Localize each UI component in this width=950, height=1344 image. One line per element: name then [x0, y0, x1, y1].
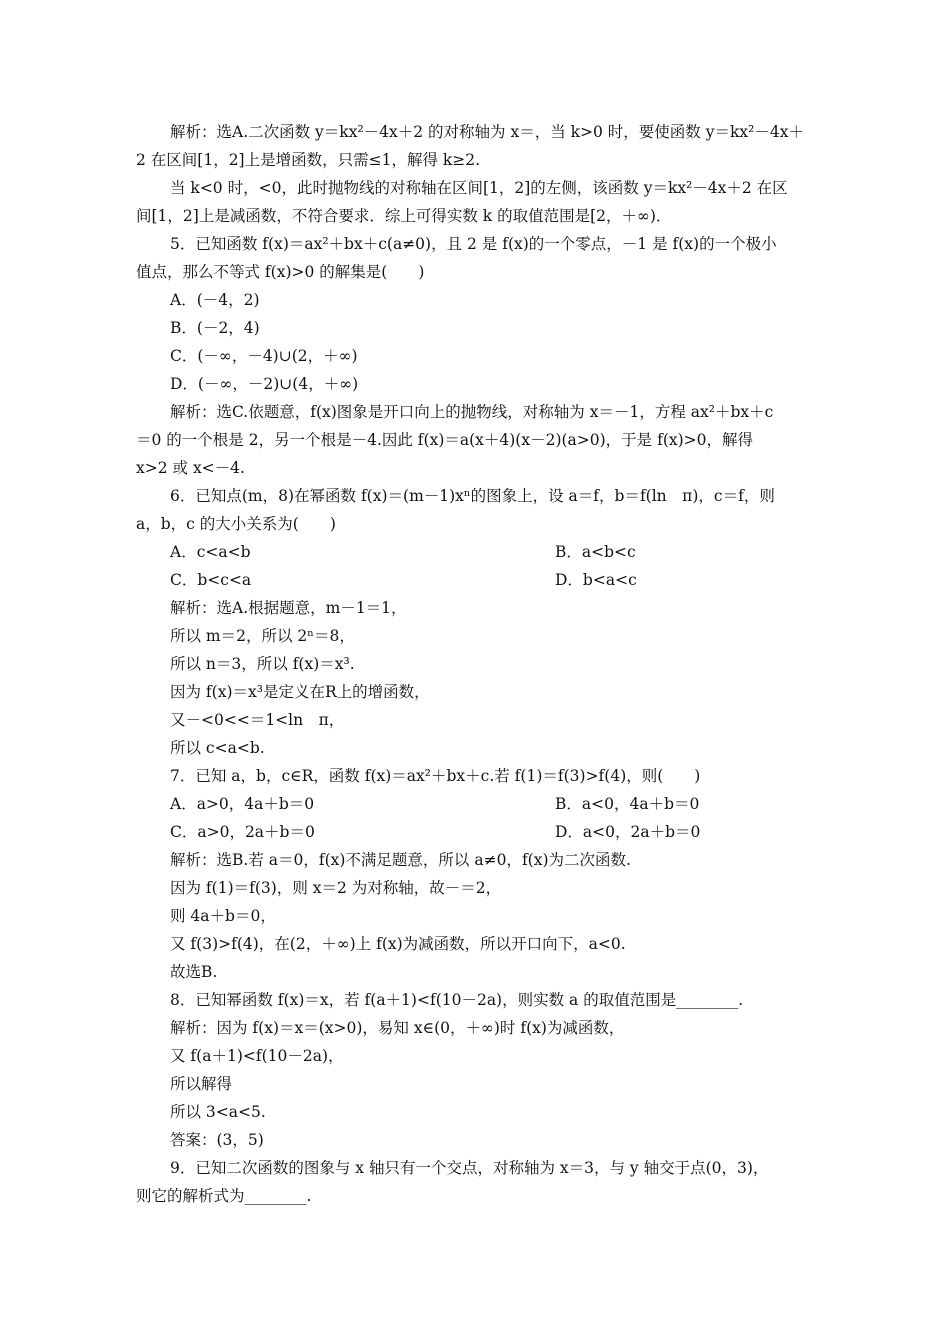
- p7-option-c: C．a>0，2a＋b＝0: [170, 823, 315, 841]
- p8-solution-line-4: 所以 3<a<5.: [170, 1103, 266, 1121]
- p5-solution-line-2: ＝0 的一个根是 2，另一个根是－4.因此 f(x)＝a(x＋4)(x－2)(a>0)，于是 f(x)>0，解得: [136, 431, 754, 449]
- p6-option-c: C．b<c<a: [170, 571, 252, 589]
- p5-option-c: C．(－∞，－4)∪(2，＋∞): [170, 347, 358, 365]
- p4-solution-line-4: 间[1，2]上是减函数，不符合要求．综上可得实数 k 的取值范围是[2，＋∞)．: [136, 207, 672, 225]
- p7-option-a: A．a>0，4a＋b＝0: [170, 795, 315, 813]
- p8-solution-line-1: 解析：因为 f(x)＝x＝(x>0)，易知 x∈(0，＋∞)时 f(x)为减函数，: [170, 1019, 625, 1037]
- p8-stem: 8．已知幂函数 f(x)＝x，若 f(a＋1)<f(10－2a)，则实数 a 的取值范围是________.: [170, 991, 744, 1009]
- p6-stem-line-1: 6．已知点(m，8)在幂函数 f(x)＝(m－1)xⁿ的图象上，设 a＝f，b＝f(ln π)，c＝f，则: [170, 487, 775, 505]
- p5-option-d: D．(－∞，－2)∪(4，＋∞): [170, 375, 359, 393]
- p4-solution-line-3: 当 k<0 时，<0，此时抛物线的对称轴在区间[1，2]的左侧，该函数 y＝kx²－4x＋2 在区: [170, 179, 788, 197]
- p9-stem-line-2: 则它的解析式为________.: [136, 1187, 312, 1205]
- p7-solution-line-5: 故选B.: [170, 963, 218, 981]
- p8-solution-line-2: 又 f(a＋1)<f(10－2a)，: [170, 1047, 344, 1065]
- p7-solution-line-3: 则 4a＋b＝0，: [170, 907, 276, 925]
- p7-stem-line-1: 7．已知 a，b，c∈R，函数 f(x)＝ax²＋bx＋c.若 f(1)＝f(3)>f(4)，则( ): [170, 767, 701, 785]
- p7-option-b: B．a<0，4a＋b＝0: [555, 795, 700, 813]
- p6-solution-line-1: 解析：选A.根据题意，m－1＝1，: [170, 599, 407, 617]
- p5-stem-line-2: 值点，那么不等式 f(x)>0 的解集是( ): [136, 263, 425, 281]
- p6-stem-line-2: a，b，c 的大小关系为( ): [136, 515, 336, 533]
- p5-option-b: B．(－2，4): [170, 319, 260, 337]
- p6-option-b: B．a<b<c: [555, 543, 636, 561]
- p4-solution-line-1: 解析：选A.二次函数 y＝kx²－4x＋2 的对称轴为 x＝，当 k>0 时，要使函数 y＝kx²－4x＋: [170, 123, 804, 141]
- p8-solution-line-3: 所以解得: [170, 1075, 233, 1093]
- p6-solution-line-3: 所以 n＝3，所以 f(x)＝x³.: [170, 655, 355, 673]
- p4-solution-line-2: 2 在区间[1，2]上是增函数，只需≤1，解得 k≥2.: [136, 151, 481, 169]
- p8-answer: 答案：(3，5): [170, 1131, 264, 1149]
- p7-solution-line-2: 因为 f(1)＝f(3)，则 x＝2 为对称轴，故－＝2，: [170, 879, 502, 897]
- p7-solution-line-4: 又 f(3)>f(4)，在(2，＋∞)上 f(x)为减函数，所以开口向下，a<0.: [170, 935, 626, 953]
- p7-solution-line-1: 解析：选B.若 a＝0，f(x)不满足题意，所以 a≠0，f(x)为二次函数.: [170, 851, 631, 869]
- p7-option-d: D．a<0，2a＋b＝0: [555, 823, 701, 841]
- p6-option-a: A．c<a<b: [170, 543, 251, 561]
- p9-stem-line-1: 9．已知二次函数的图象与 x 轴只有一个交点，对称轴为 x＝3，与 y 轴交于点(0，3)，: [170, 1159, 769, 1177]
- p6-solution-line-6: 所以 c<a<b.: [170, 739, 265, 757]
- p6-solution-line-2: 所以 m＝2，所以 2ⁿ＝8，: [170, 627, 355, 645]
- p5-stem-line-1: 5．已知函数 f(x)＝ax²＋bx＋c(a≠0)，且 2 是 f(x)的一个零点，－1 是 f(x)的一个极小: [170, 235, 777, 253]
- p6-solution-line-5: 又－<0<<＝1<ln π，: [170, 711, 345, 729]
- p6-solution-line-4: 因为 f(x)＝x³是定义在R上的增函数，: [170, 683, 430, 701]
- p5-solution-line-3: x>2 或 x<－4.: [136, 459, 245, 477]
- p6-option-d: D．b<a<c: [555, 571, 637, 589]
- p5-solution-line-1: 解析：选C.依题意，f(x)图象是开口向上的抛物线，对称轴为 x＝－1，方程 ax²＋bx＋c: [170, 403, 774, 421]
- p5-option-a: A．(－4，2): [170, 291, 260, 309]
